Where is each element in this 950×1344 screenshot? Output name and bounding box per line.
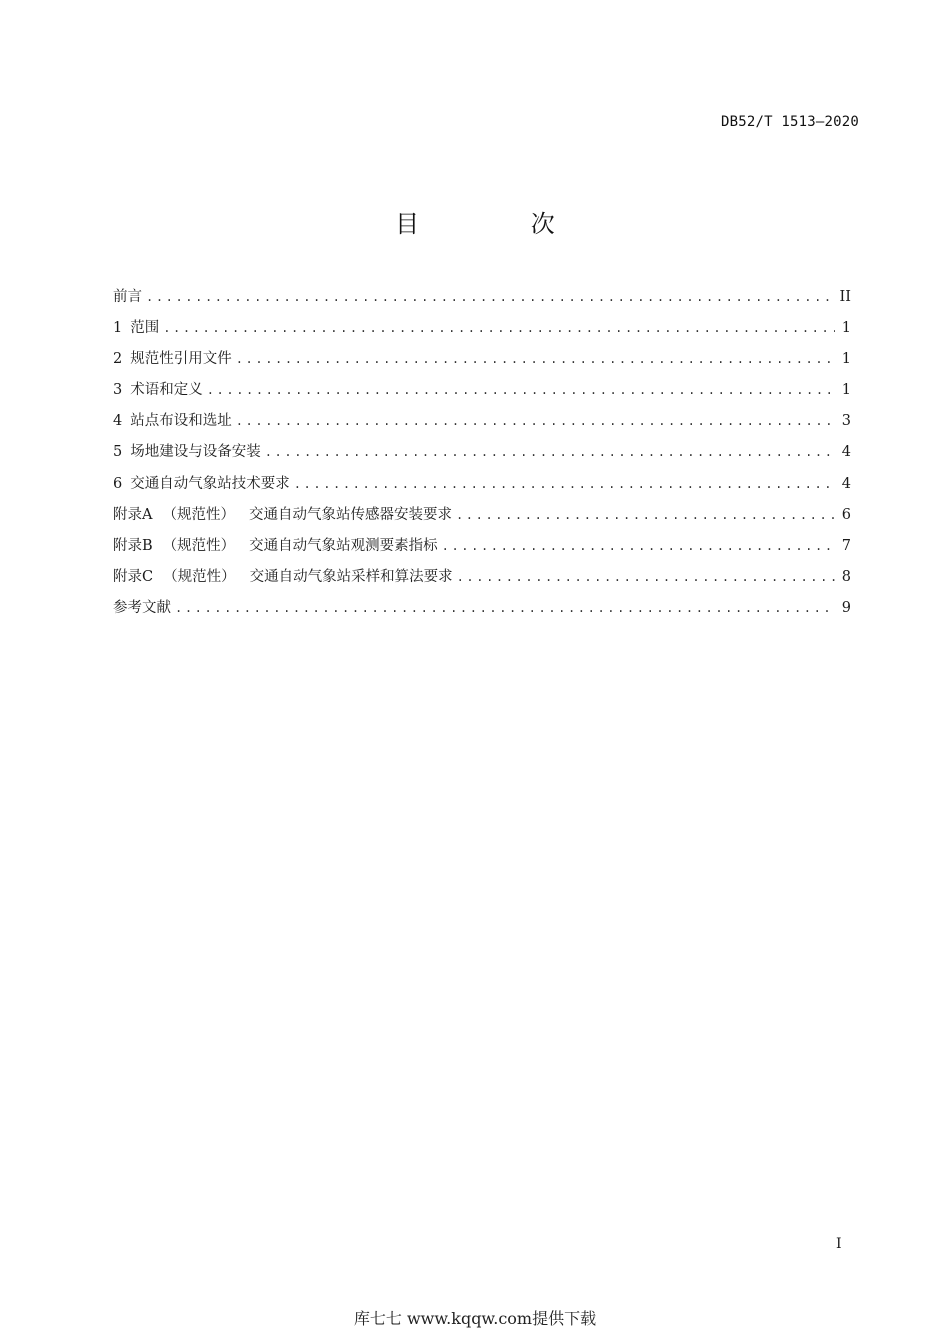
toc-entry-label: 范围	[130, 320, 160, 337]
toc-entry-normative-references[interactable]	[113, 347, 851, 378]
toc-entry-site-layout[interactable]	[113, 409, 851, 440]
toc-entry-label: 规范性引用文件	[130, 351, 232, 368]
toc-leader-dots	[163, 316, 835, 340]
toc-leader-dots	[442, 534, 835, 558]
toc-entry-appendix-b[interactable]	[113, 534, 851, 565]
toc-entry-label: 交通自动气象站采样和算法要求	[249, 568, 453, 585]
toc-entry-label: 交通自动气象站技术要求	[130, 475, 290, 492]
appendix-name: 附录B	[113, 537, 153, 554]
toc-entry-label: 参考文献	[113, 599, 171, 616]
page-number: I	[836, 1236, 842, 1252]
toc-leader-dots	[146, 285, 834, 309]
toc-entry-technical-requirements[interactable]	[113, 472, 851, 503]
toc-entry-page: 1	[841, 320, 851, 337]
toc-entry-page: 4	[841, 444, 851, 461]
toc-entry-page: 7	[841, 537, 851, 554]
toc-title: 目 次	[395, 210, 607, 238]
toc-entry-scope[interactable]	[113, 316, 851, 347]
toc-entry-page: II	[839, 289, 851, 305]
toc-leader-dots	[457, 565, 835, 589]
toc-leader-dots	[236, 347, 835, 371]
appendix-type: （规范性）	[162, 506, 235, 523]
toc-entry-number: 5	[113, 444, 123, 461]
toc-entry-number: 6	[113, 475, 123, 492]
toc-entry-number: 3	[113, 382, 123, 399]
toc-entry-number: 1	[113, 320, 123, 337]
toc-entry-label: 交通自动气象站传感器安装要求	[248, 506, 452, 523]
toc-entry-appendix-a[interactable]	[113, 503, 851, 534]
toc-entry-page: 8	[841, 568, 851, 585]
toc-list	[113, 285, 851, 627]
download-source-footer: 库七七 www.kqqw.com提供下载	[353, 1309, 597, 1328]
toc-entry-appendix-c[interactable]	[113, 565, 851, 596]
toc-leader-dots	[456, 503, 835, 527]
toc-entry-label: 交通自动气象站观测要素指标	[249, 537, 438, 554]
toc-entry-page: 1	[841, 382, 851, 399]
toc-leader-dots	[207, 378, 835, 402]
toc-entry-number: 2	[113, 351, 123, 368]
toc-entry-foreword[interactable]	[113, 285, 851, 316]
toc-leader-dots	[236, 409, 835, 433]
toc-entry-label: 术语和定义	[130, 382, 203, 399]
toc-entry-page: 9	[841, 599, 851, 616]
toc-entry-label: 前言	[113, 289, 142, 305]
toc-entry-page: 3	[841, 413, 851, 430]
appendix-name: 附录A	[113, 506, 153, 523]
toc-entry-page: 4	[841, 475, 851, 492]
toc-leader-dots	[265, 440, 835, 464]
toc-leader-dots	[175, 596, 835, 620]
toc-entry-site-construction[interactable]	[113, 440, 851, 471]
toc-entry-page: 6	[841, 506, 851, 523]
toc-leader-dots	[294, 472, 835, 496]
toc-entry-label: 站点布设和选址	[130, 413, 232, 430]
appendix-name: 附录C	[113, 568, 154, 585]
toc-entry-page: 1	[841, 351, 851, 368]
appendix-type: （规范性）	[163, 568, 236, 585]
toc-entry-label: 场地建设与设备安装	[130, 444, 261, 461]
appendix-type: （规范性）	[162, 537, 236, 554]
toc-entry-number: 4	[113, 413, 123, 430]
toc-entry-terms-definitions[interactable]	[113, 378, 851, 409]
standard-code: DB52/T 1513—2020	[720, 114, 859, 130]
toc-entry-references[interactable]	[113, 596, 851, 627]
